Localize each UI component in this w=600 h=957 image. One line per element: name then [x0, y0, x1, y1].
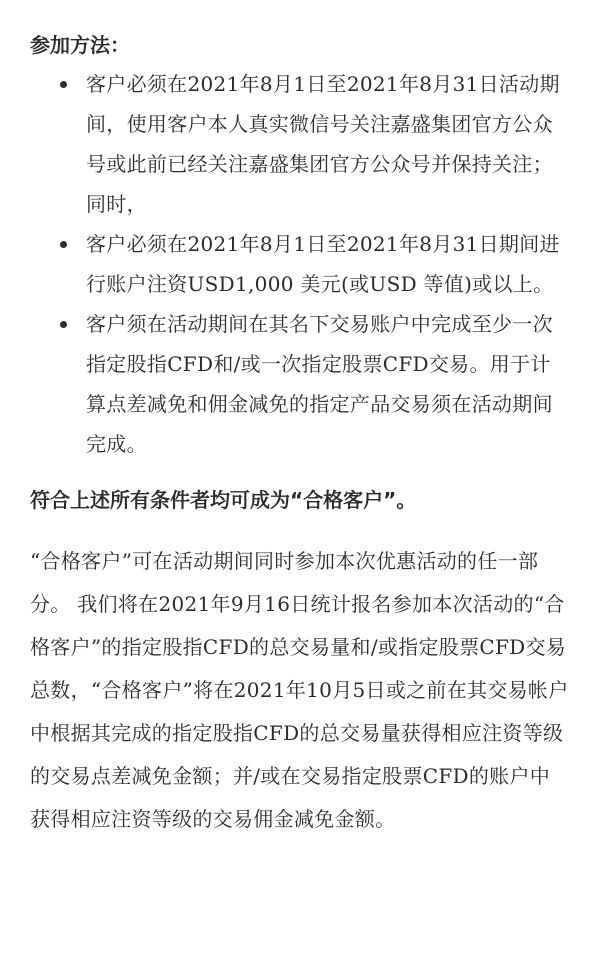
condition-list — [30, 64, 570, 464]
list-item-text: 客户必须在2021年8月1日至2021年8月31日活动期间，使用客户本人真实微信号关注嘉盛集团官方公众号或此前已经关注嘉盛集团官方公众号并保持关注；同时， — [86, 72, 560, 216]
details-paragraph: “合格客户”可在活动期间同时参加本次优惠活动的任一部分。 我们将在2021年9月16日统计报名参加本次活动的“合格客户”的指定股指CFD的总交易量和/或指定股票CFD交易总数，“合格客户”将在2021年10月5日或之前在其交易帐户中根据其完成的指定股指CFD的总交易量获得相应注资等级的交易点差减免金额；并/或在交易指定股票CFD的账户中获得相应注资等级的交易佣金减免金额。 — [30, 549, 569, 831]
section-heading: 参加方法： — [30, 33, 130, 57]
list-item — [86, 304, 570, 464]
bullet-icon — [60, 241, 67, 248]
bullet-icon — [60, 81, 67, 88]
eligibility-statement: 符合上述所有条件者均可成为“合格客户”。 — [30, 488, 417, 512]
list-item-text: 客户必须在2021年8月1日至2021年8月31日期间进行账户注资USD1,000 美元(或USD 等值)或以上。 — [86, 232, 560, 296]
list-item-text: 客户须在活动期间在其名下交易账户中完成至少一次指定股指CFD和/或一次指定股票CFD交易。用于计算点差减免和佣金减免的指定产品交易须在活动期间完成。 — [86, 312, 553, 456]
bullet-icon — [60, 321, 67, 328]
list-item — [86, 64, 570, 224]
list-item — [86, 224, 570, 304]
